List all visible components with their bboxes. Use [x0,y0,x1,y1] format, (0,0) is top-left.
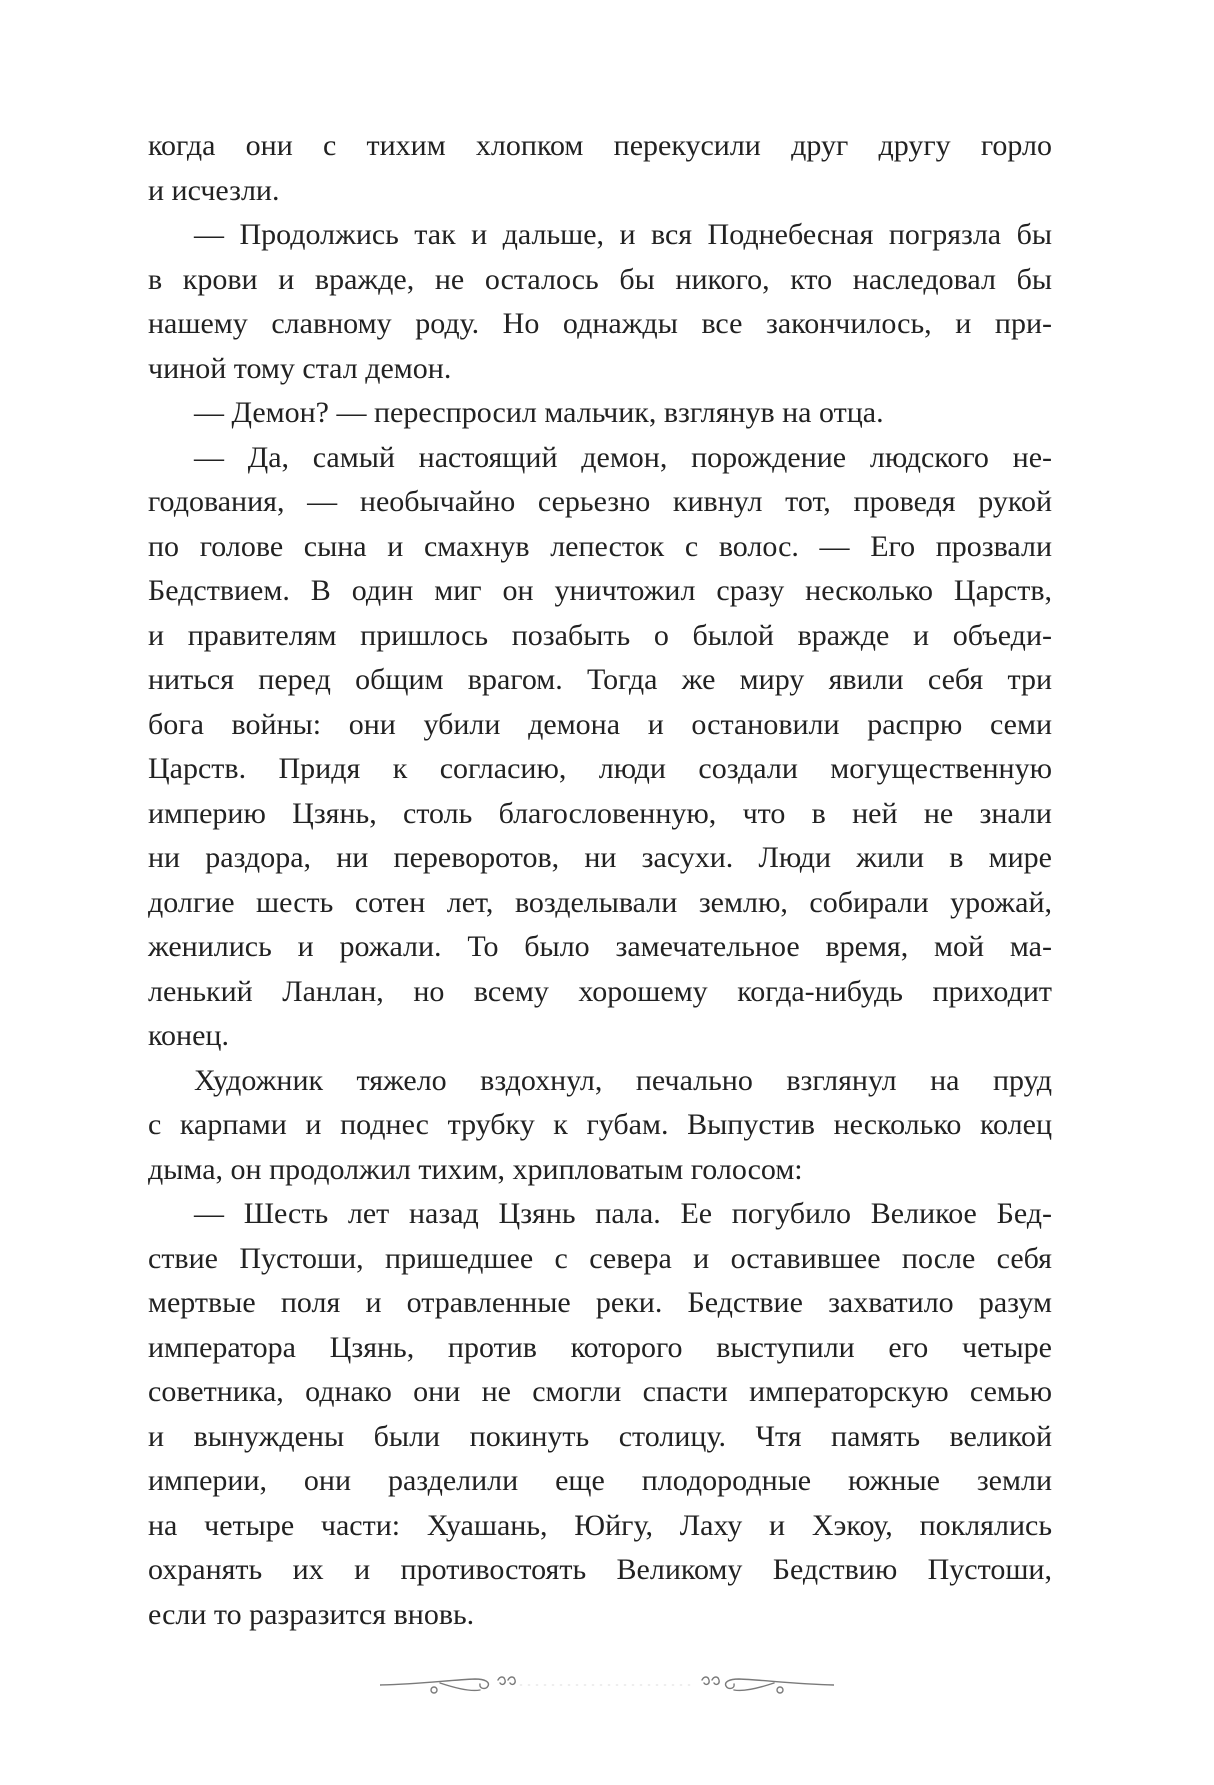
text-line: годования, — необычайно серьезно кивнул тот, проведя рукой [148,485,1052,518]
text-line: дыма, он продолжил тихим, хрипловатым голосом: [148,1152,803,1186]
text-line: ниться перед общим врагом. Тогда же миру явили себя три [148,663,1052,696]
text-line: женились и рожали. То было замечательное время, мой ма- [148,930,1052,963]
text-line: и правителям пришлось позабыть о былой вражде и объеди- [148,618,1052,652]
text-line: — Шесть лет назад Цзянь пала. Ее погубило Великое Бед- [194,1197,1052,1230]
text-line: если то разразится вновь. [148,1597,475,1631]
text-line: по голове сына и смахнув лепесток с волос. — Его прозвали [148,529,1052,563]
text-line: когда они с тихим хлопком перекусили друг другу горло [148,129,1052,162]
text-line: с карпами и поднес трубку к губам. Выпустив несколько колец [148,1108,1052,1141]
text-line: советника, однако они не смогли спасти императорскую семью [148,1375,1052,1408]
text-line: долгие шесть сотен лет, возделывали землю, собирали урожай, [148,885,1052,919]
text-line: конец. [148,1019,229,1052]
text-line: — Продолжись так и дальше, и вся Поднебесная погрязла бы [194,218,1052,251]
text-line: и вынуждены были покинуть столицу. Чтя память великой [148,1419,1052,1453]
text-line: ленький Ланлан, но всему хорошему когда-нибудь приходит [148,974,1052,1008]
text-line: и исчезли. [148,173,280,207]
text-line: — Да, самый настоящий демон, порождение людского не- [194,440,1052,474]
page-body-text [148,124,1052,1637]
text-line: бога войны: они убили демона и остановили распрю семи [148,707,1052,741]
text-line: ствие Пустоши, пришедшее с севера и оставившее после себя [148,1241,1052,1275]
text-line: империи, они разделили еще плодородные южные земли [148,1464,1052,1497]
text-line: ни раздора, ни переворотов, ни засухи. Люди жили в мире [148,841,1052,874]
text-line: Бедствием. В один миг он уничтожил сразу несколько Царств, [148,574,1052,607]
text-line: мертвые поля и отравленные реки. Бедствие захватило разум [148,1286,1052,1319]
text-line: империю Цзянь, столь благословенную, что в ней не знали [148,796,1052,830]
text-line: Царств. Придя к согласию, люди создали могущественную [148,752,1052,785]
text-line: чиной тому стал демон. [148,351,452,385]
text-line: Художник тяжело вздохнул, печально взглянул на пруд [194,1063,1052,1097]
text-line: на четыре части: Хуашань, Юйгу, Лаху и Хэкоу, поклялись [148,1508,1052,1542]
text-line: в крови и вражде, не осталось бы никого, кто наследовал бы [148,262,1052,296]
floral-divider-icon [380,1668,834,1702]
text-line: охранять их и противостоять Великому Бедствию Пустоши, [148,1553,1052,1586]
text-line: — Демон? — переспросил мальчик, взглянув на отца. [194,396,884,429]
text-line: императора Цзянь, против которого выступили его четыре [148,1330,1052,1364]
text-line: нашему славному роду. Но однажды все закончилось, и при- [148,307,1052,340]
